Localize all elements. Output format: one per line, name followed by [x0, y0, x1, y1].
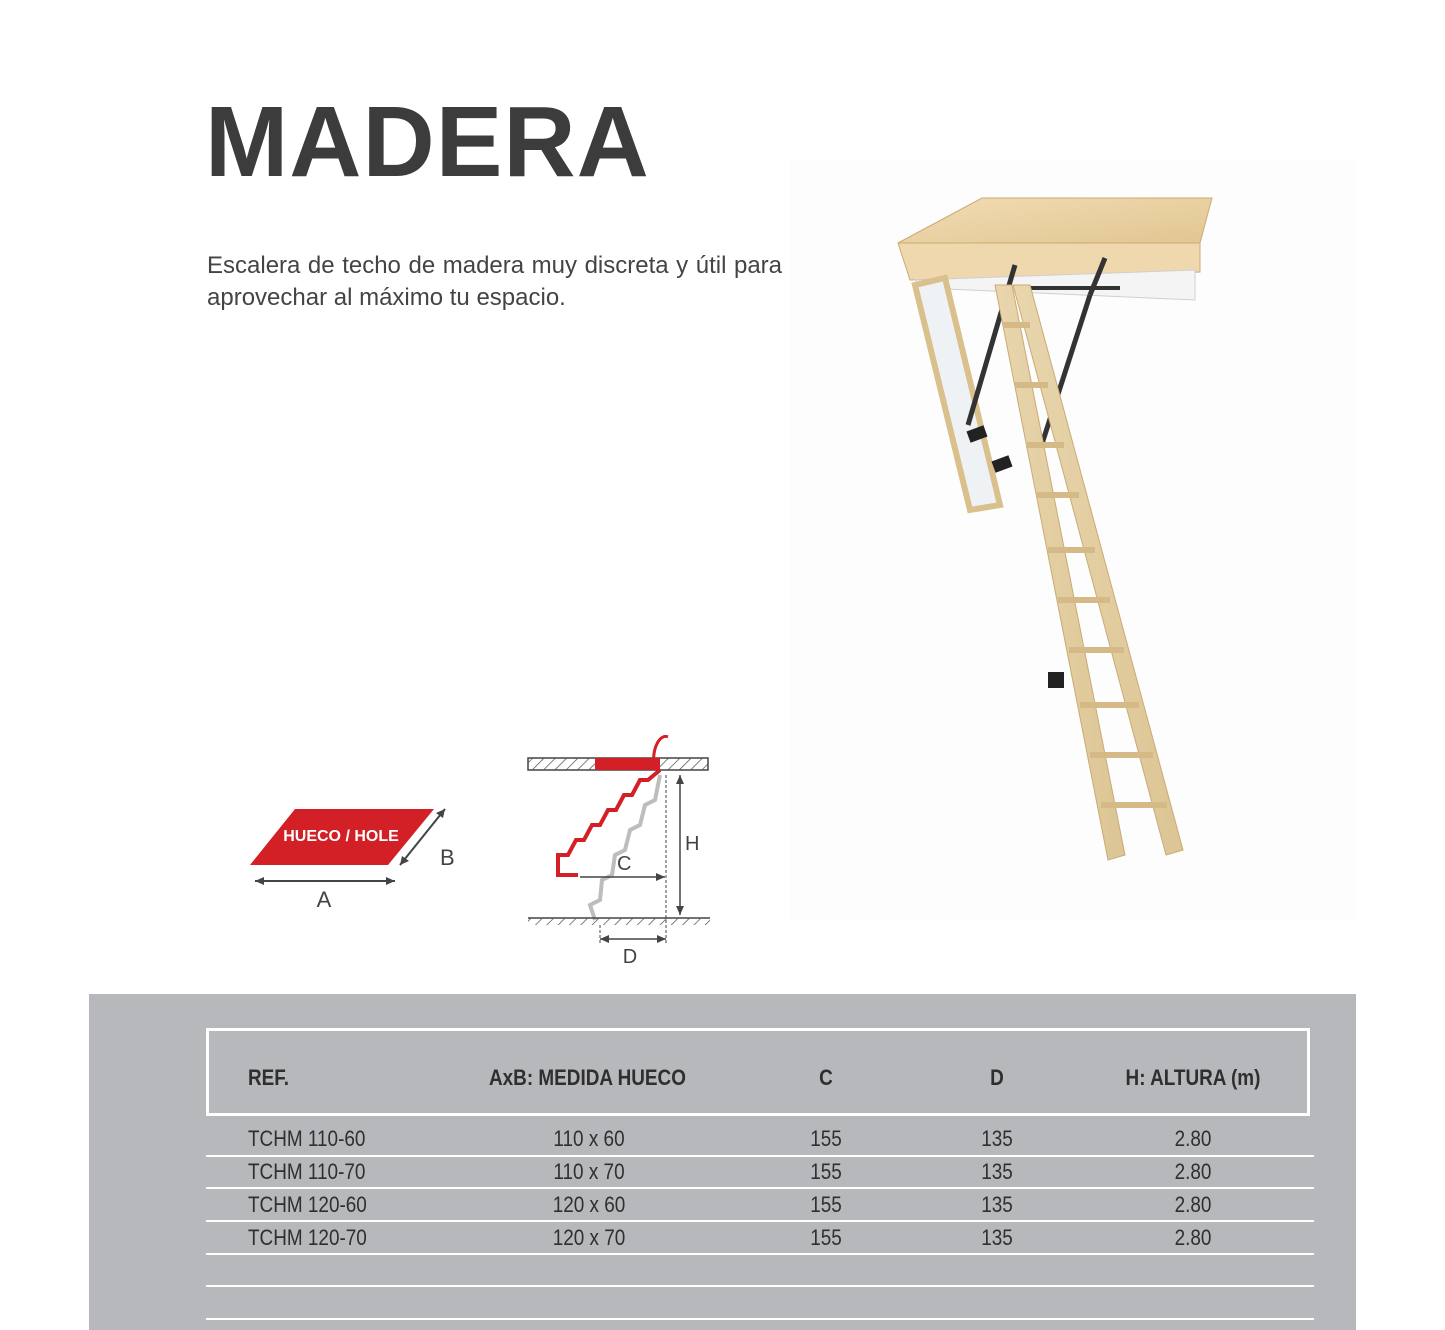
- dimension-d-label: D: [622, 946, 638, 968]
- product-description: Escalera de techo de madera muy discreta y útil para aprovechar al máximo tu espacio.: [207, 252, 782, 311]
- header-hole-size: AxB: MEDIDA HUECO: [489, 1065, 686, 1090]
- dimension-c-label: C: [617, 853, 632, 875]
- row-divider: [206, 1253, 1314, 1255]
- row-divider: [206, 1187, 1314, 1189]
- row-divider: [206, 1155, 1314, 1157]
- table-cell-d: 135: [981, 1192, 1013, 1217]
- specifications-panel: [89, 994, 1356, 1330]
- table-cell-hole: 120 x 60: [552, 1192, 626, 1217]
- table-cell-d: 135: [981, 1225, 1013, 1250]
- header-height: H: ALTURA (m): [1125, 1065, 1261, 1090]
- row-divider: [206, 1220, 1314, 1222]
- row-divider: [206, 1285, 1314, 1287]
- table-cell-c: 155: [810, 1159, 842, 1184]
- table-cell-hole: 110 x 70: [553, 1159, 625, 1184]
- ladder-product-image: [790, 160, 1355, 920]
- table-cell-height: 2.80: [1174, 1126, 1212, 1151]
- table-cell-c: 155: [810, 1225, 842, 1250]
- table-cell-ref: TCHM 120-60: [248, 1192, 367, 1217]
- table-cell-height: 2.80: [1174, 1159, 1212, 1184]
- hole-label: HUECO / HOLE: [283, 828, 399, 845]
- table-cell-d: 135: [981, 1126, 1013, 1151]
- table-cell-hole: 110 x 60: [553, 1126, 625, 1151]
- table-cell-c: 155: [810, 1126, 842, 1151]
- dimension-h-label: H: [685, 833, 700, 855]
- table-cell-ref: TCHM 110-70: [248, 1159, 366, 1184]
- table-cell-height: 2.80: [1174, 1225, 1212, 1250]
- table-cell-c: 155: [810, 1192, 842, 1217]
- table-cell-height: 2.80: [1174, 1192, 1212, 1217]
- dimension-a-label: A: [316, 887, 332, 912]
- table-cell-hole: 120 x 70: [552, 1225, 626, 1250]
- header-c: C: [819, 1065, 833, 1090]
- row-divider: [206, 1318, 1314, 1320]
- dimension-b-label: B: [440, 845, 455, 870]
- stair-dimension-diagram: [520, 725, 720, 970]
- table-cell-d: 135: [981, 1159, 1013, 1184]
- hole-dimension-diagram: [240, 795, 470, 920]
- header-ref: REF.: [248, 1065, 290, 1090]
- header-d: D: [990, 1065, 1004, 1090]
- table-cell-ref: TCHM 110-60: [248, 1126, 366, 1151]
- page-title: MADERA: [205, 86, 650, 198]
- table-cell-ref: TCHM 120-70: [248, 1225, 367, 1250]
